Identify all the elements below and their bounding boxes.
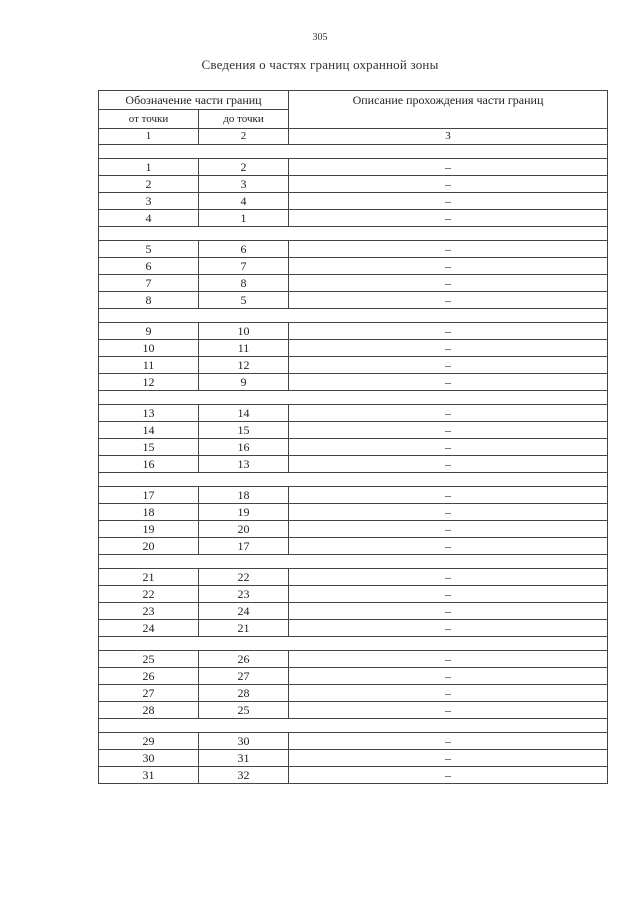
- table-row: [99, 750, 608, 767]
- to-point-cell: 18: [199, 487, 289, 504]
- to-point-cell: 27: [199, 668, 289, 685]
- description-cell: –: [289, 767, 608, 784]
- description-cell: –: [289, 487, 608, 504]
- separator-cell: [99, 637, 608, 651]
- to-point-cell: 2: [199, 159, 289, 176]
- table-row: [99, 340, 608, 357]
- from-point-cell: 14: [99, 422, 199, 439]
- header-to-point: до точки: [199, 110, 289, 129]
- table-row: [99, 651, 608, 668]
- table-row: [99, 193, 608, 210]
- from-point-cell: 6: [99, 258, 199, 275]
- to-point-cell: 11: [199, 340, 289, 357]
- to-point-cell: 19: [199, 504, 289, 521]
- description-cell: –: [289, 538, 608, 555]
- from-point-cell: 19: [99, 521, 199, 538]
- description-cell: –: [289, 668, 608, 685]
- table-row: [99, 159, 608, 176]
- from-point-cell: 23: [99, 603, 199, 620]
- group-separator-row: [99, 555, 608, 569]
- to-point-cell: 30: [199, 733, 289, 750]
- column-number-row: [99, 129, 608, 145]
- description-cell: –: [289, 323, 608, 340]
- table-row: [99, 620, 608, 637]
- from-point-cell: 7: [99, 275, 199, 292]
- from-point-cell: 8: [99, 292, 199, 309]
- table-row: [99, 767, 608, 784]
- description-cell: –: [289, 176, 608, 193]
- description-cell: –: [289, 569, 608, 586]
- description-cell: –: [289, 439, 608, 456]
- table-row: [99, 357, 608, 374]
- from-point-cell: 18: [99, 504, 199, 521]
- table-row: [99, 292, 608, 309]
- to-point-cell: 26: [199, 651, 289, 668]
- table-row: [99, 275, 608, 292]
- page-title: Сведения о частях границ охранной зоны: [201, 57, 439, 72]
- from-point-cell: 13: [99, 405, 199, 422]
- description-cell: –: [289, 504, 608, 521]
- description-cell: –: [289, 620, 608, 637]
- column-number: 2: [199, 129, 289, 145]
- table-header-row: [99, 91, 608, 110]
- table-row: [99, 323, 608, 340]
- from-point-cell: 27: [99, 685, 199, 702]
- from-point-cell: 29: [99, 733, 199, 750]
- column-number: 3: [289, 129, 608, 145]
- separator-cell: [99, 309, 608, 323]
- to-point-cell: 23: [199, 586, 289, 603]
- table-row: [99, 456, 608, 473]
- description-cell: –: [289, 456, 608, 473]
- from-point-cell: 21: [99, 569, 199, 586]
- group-separator-row: [99, 227, 608, 241]
- boundary-parts-table: [98, 90, 608, 784]
- group-separator-row: [99, 473, 608, 487]
- from-point-cell: 17: [99, 487, 199, 504]
- from-point-cell: 3: [99, 193, 199, 210]
- to-point-cell: 3: [199, 176, 289, 193]
- description-cell: –: [289, 357, 608, 374]
- from-point-cell: 16: [99, 456, 199, 473]
- group-separator-row: [99, 391, 608, 405]
- from-point-cell: 20: [99, 538, 199, 555]
- to-point-cell: 16: [199, 439, 289, 456]
- header-from-point: от точки: [99, 110, 199, 129]
- description-cell: –: [289, 685, 608, 702]
- from-point-cell: 5: [99, 241, 199, 258]
- to-point-cell: 28: [199, 685, 289, 702]
- table-row: [99, 685, 608, 702]
- to-point-cell: 25: [199, 702, 289, 719]
- separator-cell: [99, 555, 608, 569]
- to-point-cell: 6: [199, 241, 289, 258]
- from-point-cell: 1: [99, 159, 199, 176]
- to-point-cell: 21: [199, 620, 289, 637]
- table-row: [99, 538, 608, 555]
- to-point-cell: 17: [199, 538, 289, 555]
- to-point-cell: 32: [199, 767, 289, 784]
- to-point-cell: 12: [199, 357, 289, 374]
- from-point-cell: 4: [99, 210, 199, 227]
- table-row: [99, 405, 608, 422]
- to-point-cell: 9: [199, 374, 289, 391]
- table-row: [99, 487, 608, 504]
- to-point-cell: 8: [199, 275, 289, 292]
- description-cell: –: [289, 159, 608, 176]
- table-row: [99, 733, 608, 750]
- to-point-cell: 20: [199, 521, 289, 538]
- column-number: 1: [99, 129, 199, 145]
- separator-cell: [99, 227, 608, 241]
- to-point-cell: 4: [199, 193, 289, 210]
- from-point-cell: 30: [99, 750, 199, 767]
- table-row: [99, 586, 608, 603]
- separator-cell: [99, 719, 608, 733]
- from-point-cell: 9: [99, 323, 199, 340]
- to-point-cell: 15: [199, 422, 289, 439]
- from-point-cell: 28: [99, 702, 199, 719]
- description-cell: –: [289, 702, 608, 719]
- to-point-cell: 5: [199, 292, 289, 309]
- table-row: [99, 439, 608, 456]
- from-point-cell: 11: [99, 357, 199, 374]
- description-cell: –: [289, 340, 608, 357]
- table-row: [99, 176, 608, 193]
- to-point-cell: 13: [199, 456, 289, 473]
- from-point-cell: 26: [99, 668, 199, 685]
- table-row: [99, 702, 608, 719]
- to-point-cell: 31: [199, 750, 289, 767]
- page-number: 305: [312, 32, 328, 43]
- table-row: [99, 210, 608, 227]
- from-point-cell: 22: [99, 586, 199, 603]
- group-separator-row: [99, 719, 608, 733]
- description-cell: –: [289, 733, 608, 750]
- description-cell: –: [289, 405, 608, 422]
- from-point-cell: 31: [99, 767, 199, 784]
- to-point-cell: 22: [199, 569, 289, 586]
- header-description: Описание прохождения части границ: [289, 91, 608, 129]
- description-cell: –: [289, 241, 608, 258]
- separator-cell: [99, 473, 608, 487]
- description-cell: –: [289, 258, 608, 275]
- group-separator-row: [99, 637, 608, 651]
- group-separator-row: [99, 145, 608, 159]
- description-cell: –: [289, 750, 608, 767]
- description-cell: –: [289, 275, 608, 292]
- table-row: [99, 569, 608, 586]
- description-cell: –: [289, 603, 608, 620]
- to-point-cell: 10: [199, 323, 289, 340]
- from-point-cell: 25: [99, 651, 199, 668]
- table-row: [99, 241, 608, 258]
- to-point-cell: 1: [199, 210, 289, 227]
- from-point-cell: 12: [99, 374, 199, 391]
- to-point-cell: 14: [199, 405, 289, 422]
- description-cell: –: [289, 521, 608, 538]
- from-point-cell: 2: [99, 176, 199, 193]
- table-row: [99, 422, 608, 439]
- from-point-cell: 15: [99, 439, 199, 456]
- table-row: [99, 521, 608, 538]
- separator-cell: [99, 391, 608, 405]
- table-row: [99, 603, 608, 620]
- table-row: [99, 374, 608, 391]
- description-cell: –: [289, 210, 608, 227]
- from-point-cell: 10: [99, 340, 199, 357]
- header-designation: Обозначение части границ: [99, 91, 289, 110]
- description-cell: –: [289, 422, 608, 439]
- table-row: [99, 504, 608, 521]
- description-cell: –: [289, 374, 608, 391]
- group-separator-row: [99, 309, 608, 323]
- to-point-cell: 24: [199, 603, 289, 620]
- to-point-cell: 7: [199, 258, 289, 275]
- description-cell: –: [289, 193, 608, 210]
- separator-cell: [99, 145, 608, 159]
- table-row: [99, 668, 608, 685]
- from-point-cell: 24: [99, 620, 199, 637]
- description-cell: –: [289, 651, 608, 668]
- description-cell: –: [289, 586, 608, 603]
- table-row: [99, 258, 608, 275]
- description-cell: –: [289, 292, 608, 309]
